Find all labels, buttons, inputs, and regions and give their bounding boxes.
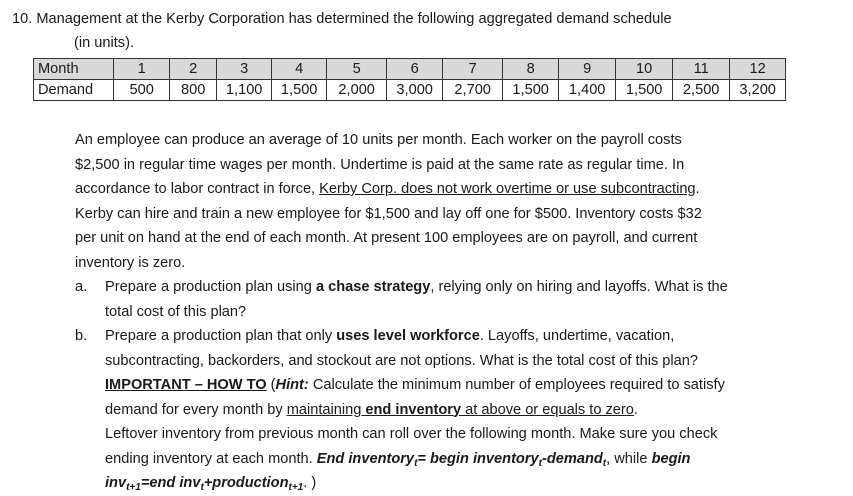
text-run: ( (266, 377, 276, 393)
subscript: t (414, 457, 418, 469)
month-cell: 8 (503, 59, 559, 80)
demand-cell: 2,700 (443, 80, 503, 101)
month-cell: 11 (673, 59, 730, 80)
month-cell: 9 (559, 59, 616, 80)
month-cell: 10 (616, 59, 673, 80)
demand-cell: 1,400 (559, 80, 616, 101)
month-label: Month (34, 59, 114, 80)
month-cell: 7 (443, 59, 503, 80)
month-cell: 6 (387, 59, 443, 80)
subscript: t (602, 457, 607, 469)
level-workforce-bold: uses level workforce (336, 328, 480, 344)
intro-line: inventory is zero. (75, 254, 186, 271)
formula-term: inv (105, 475, 127, 491)
demand-cell: 1,500 (503, 80, 559, 101)
text-run: accordance to labor contract in force, (75, 181, 320, 197)
demand-cell: 2,500 (673, 80, 730, 101)
demand-cell: 2,000 (327, 80, 387, 101)
text-run: Prepare a production plan that only (105, 328, 337, 344)
part-b-line (105, 447, 835, 472)
demand-cell: 800 (170, 80, 217, 101)
part-a-marker: a. (75, 279, 88, 295)
month-cell: 4 (272, 59, 327, 80)
formula-term: =end inv (140, 475, 201, 491)
chase-strategy-bold: a chase strategy (315, 279, 431, 295)
end-inventory-bold: end inventory (365, 401, 462, 418)
demand-label: Demand (34, 80, 114, 101)
demand-cell: 3,200 (730, 80, 786, 101)
formula-term: -demand (541, 450, 603, 467)
demand-cell: 3,000 (387, 80, 443, 101)
condition-underlined: at above or equals to zero (461, 401, 634, 418)
text-run: ending inventory at each month. (105, 450, 317, 467)
demand-row (34, 80, 786, 101)
subscript: t (538, 457, 542, 469)
part-a (75, 275, 835, 324)
part-b-line: Leftover inventory from previous month can roll over the following month. Make sure you check (105, 426, 718, 442)
formula-term: +production (203, 475, 289, 491)
month-cell: 1 (114, 59, 170, 80)
intro-line: per unit on hand at the end of each month. At present 100 employees are on payroll, and current (75, 230, 698, 246)
text-run: . (633, 401, 638, 418)
demand-cell: 1,500 (272, 80, 327, 101)
formula (317, 451, 603, 467)
subscript: t+1 (126, 482, 141, 493)
demand-table (33, 58, 786, 101)
month-cell: 5 (327, 59, 387, 80)
formula (105, 475, 303, 491)
formula-term: End inventory (316, 450, 415, 467)
part-b-line (105, 398, 835, 423)
text-run: Calculate the minimum number of employees required to satisfy (308, 377, 725, 393)
problem-body (75, 128, 835, 496)
part-b-line (105, 324, 835, 349)
subscript: t+1 (288, 482, 304, 493)
part-b (75, 324, 835, 496)
important-howto: IMPORTANT – HOW TO (105, 377, 267, 393)
month-cell: 3 (217, 59, 272, 80)
table-header-row (34, 59, 786, 80)
text-run: Prepare a production plan using (105, 279, 316, 295)
text-run: , relying only on hiring and layoffs. What is the (430, 279, 728, 295)
part-a-line: total cost of this plan? (105, 303, 247, 320)
subscript: t (200, 482, 204, 493)
question-title: 10. Management at the Kerby Corporation has determined the following aggregated demand schedule (12, 11, 672, 27)
part-b-marker: b. (75, 328, 88, 344)
part-b-line: subcontracting, backorders, and stockout are not options. What is the total cost of this plan? (105, 352, 698, 369)
text-run: . Layoffs, undertime, vacation, (479, 328, 675, 344)
question-title-cont: (in units). (74, 35, 135, 51)
text-run: , while (606, 450, 652, 467)
intro-line: $2,500 in regular time wages per month. Undertime is paid at the same rate as regular time. In (75, 156, 685, 173)
intro-line: Kerby can hire and train a new employee for $1,500 and lay off one for $500. Inventory costs $32 (75, 205, 702, 222)
text-run: demand for every month by (105, 401, 287, 418)
intro-line (75, 177, 835, 202)
maintaining-underlined: maintaining (286, 401, 366, 418)
text-run: . ) (303, 475, 317, 491)
month-cell: 2 (170, 59, 217, 80)
part-b-line (105, 373, 835, 398)
demand-cell: 500 (114, 80, 170, 101)
demand-cell: 1,100 (217, 80, 272, 101)
hint-label: Hint: (275, 377, 309, 393)
part-b-line (105, 471, 835, 496)
formula-term: begin (651, 450, 691, 467)
text-run: . (695, 181, 700, 197)
part-a-line (105, 275, 835, 300)
constraint-underlined: Kerby Corp. does not work overtime or use subcontracting (319, 181, 696, 197)
month-cell: 12 (730, 59, 786, 80)
intro-line: An employee can produce an average of 10 units per month. Each worker on the payroll costs (75, 132, 682, 148)
formula-term: = begin inventory (417, 450, 539, 467)
demand-cell: 1,500 (616, 80, 673, 101)
